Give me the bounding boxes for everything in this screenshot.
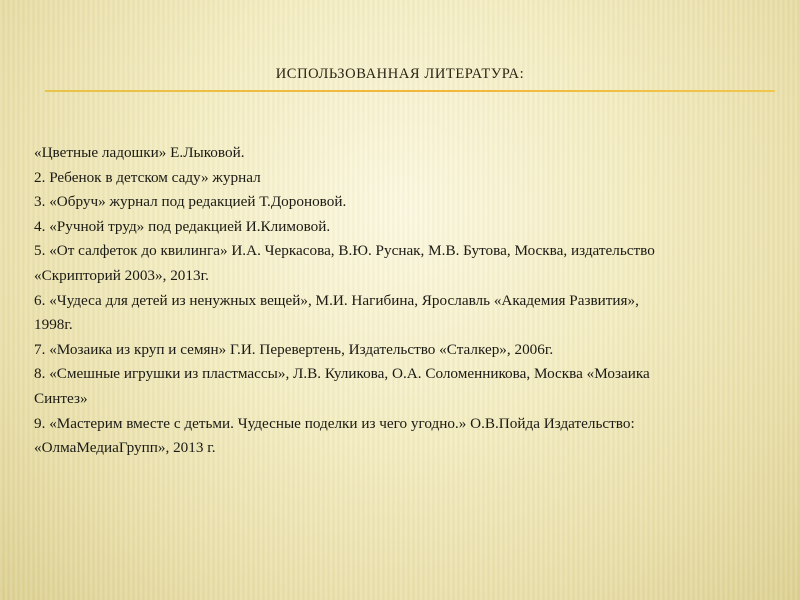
reference-line: 7. «Мозаика из круп и семян» Г.И. Перевертень, Издательство «Сталкер», 2006г.: [34, 340, 554, 358]
title-divider: [45, 90, 775, 92]
reference-line: 1998г.: [34, 316, 73, 334]
slide-title: ИСПОЛЬЗОВАННАЯ ЛИТЕРАТУРА:: [275, 66, 525, 82]
reference-line: 6. «Чудеса для детей из ненужных вещей», М.И. Нагибина, Ярославль «Академия Развития»,: [34, 291, 639, 309]
reference-line: «Цветные ладошки» Е.Лыковой.: [34, 144, 245, 161]
reference-list: [34, 141, 770, 461]
reference-line: «ОлмаМедиаГрупп», 2013 г.: [34, 439, 216, 457]
reference-line: 2. Ребенок в детском саду» журнал: [34, 168, 261, 186]
reference-line: 9. «Мастерим вместе с детьми. Чудесные поделки из чего угодно.» О.В.Пойда Издательство:: [34, 414, 635, 432]
reference-line: 8. «Смешные игрушки из пластмассы», Л.В. Куликова, О.А. Соломенникова, Москва «Мозаика: [34, 365, 650, 383]
reference-line: «Скрипторий 2003», 2013г.: [34, 266, 209, 284]
reference-line: 4. «Ручной труд» под редакцией И.Климовой.: [34, 217, 331, 235]
reference-line: 5. «От салфеток до квилинга» И.А. Черкасова, В.Ю. Руснак, М.В. Бутова, Москва, издательство: [34, 242, 655, 260]
reference-line: Синтез»: [34, 389, 88, 407]
reference-line: 3. «Обруч» журнал под редакцией Т.Дороновой.: [34, 193, 347, 211]
